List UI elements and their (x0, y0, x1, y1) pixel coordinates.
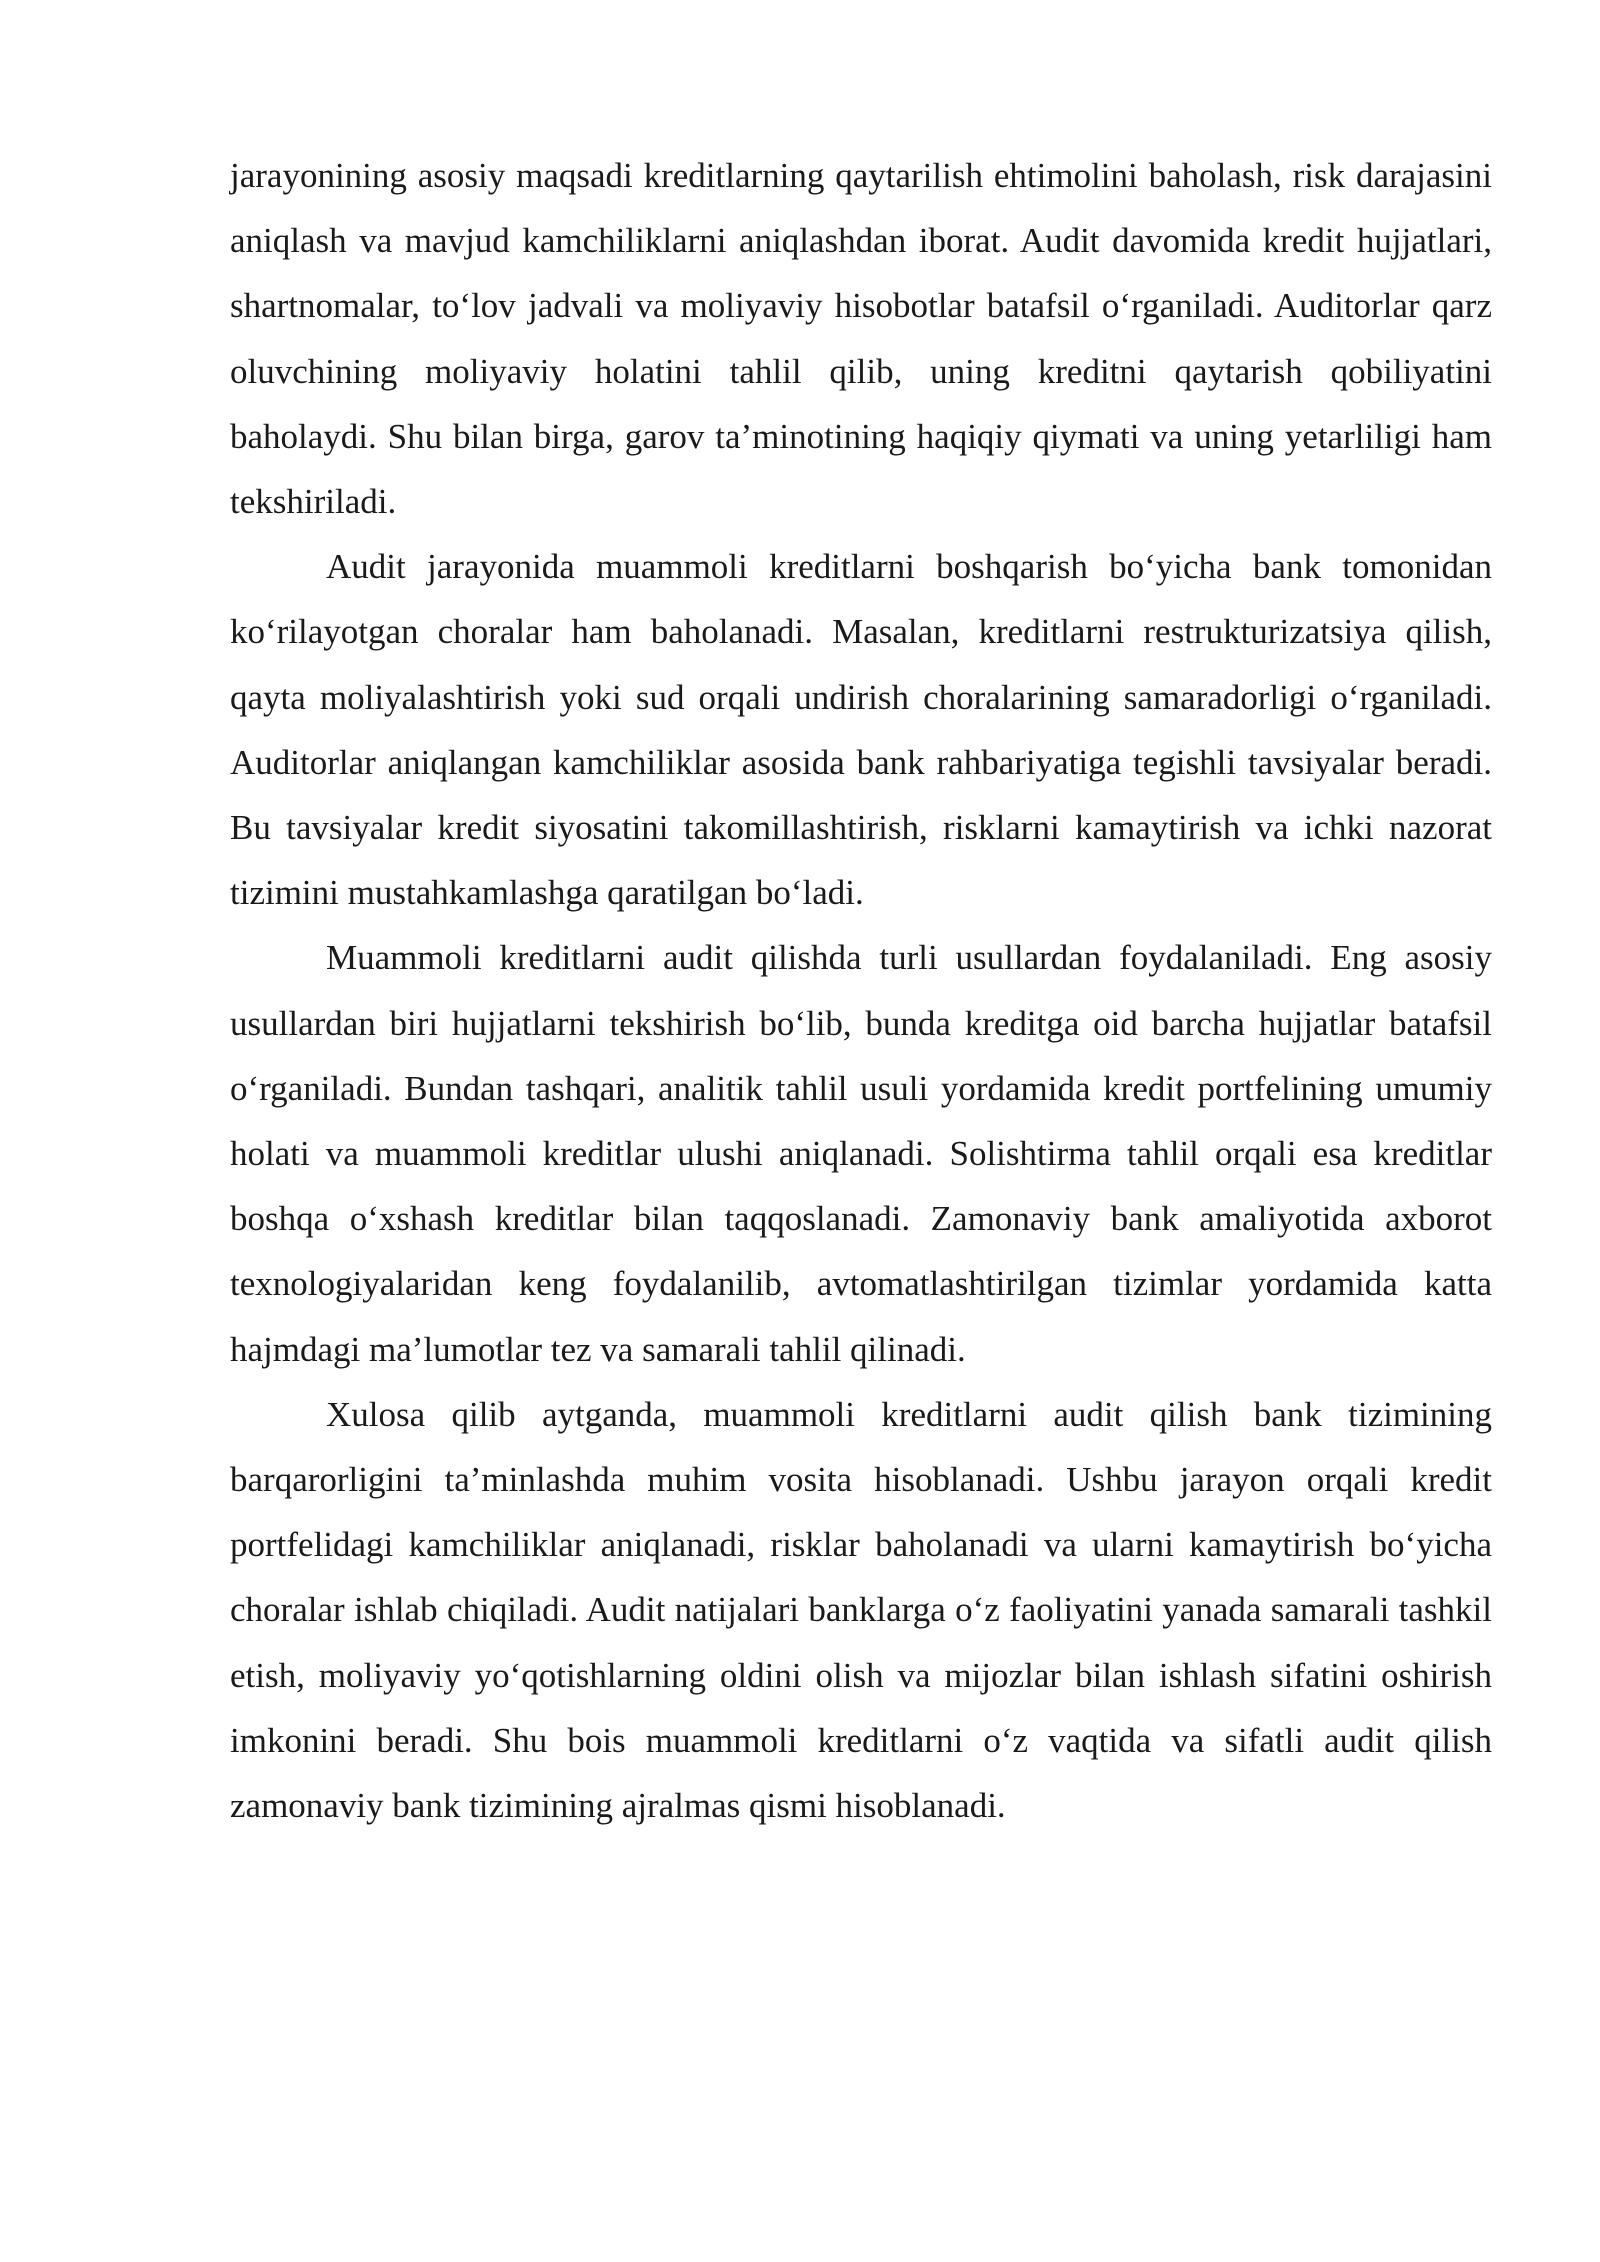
paragraph-audit-methods: Muammoli kreditlarni audit qilishda turli usullardan foydalaniladi. Eng asosiy usullardan biri hujjatlarni tekshirish bo‘lib, bunda kreditga oid barcha hujjatlar batafsil o‘rganiladi. Bundan tashqari, analitik tahlil usuli yordamida kredit portfelining umumiy holati va muammoli kreditlar ulushi aniqlanadi. Solishtirma tahlil orqali esa kreditlar boshqa o‘xshash kreditlar bilan taqqoslanadi. Zamonaviy bank amaliyotida axborot texnologiyalaridan keng foydalanilib, avtomatlashtirilgan tizimlar yordamida katta hajmdagi ma’lumotlar tez va samarali tahlil qilinadi. (230, 938, 1492, 1369)
paragraph-audit-process: Audit jarayonida muammoli kreditlarni boshqarish bo‘yicha bank tomonidan ko‘rilayotgan choralar ham baholanadi. Masalan, kreditlarni restrukturizatsiya qilish, qayta moliyalashtirish yoki sud orqali undirish choralarining samaradorligi o‘rganiladi. Auditorlar aniqlangan kamchiliklar asosida bank rahbariyatiga tegishli tavsiyalar beradi. Bu tavsiyalar kredit siyosatini takomillashtirish, risklarni kamaytirish va ichki nazorat tizimini mustahkamlashga qaratilgan bo‘ladi. (230, 547, 1492, 913)
document-body (230, 143, 1492, 1838)
paragraph-continuation: jarayonining asosiy maqsadi kreditlarning qaytarilish ehtimolini baholash, risk darajasini aniqlash va mavjud kamchiliklarni aniqlashdan iborat. Audit davomida kredit hujjatlari, shartnomalar, to‘lov jadvali va moliyaviy hisobotlar batafsil o‘rganiladi. Auditorlar qarz oluvchining moliyaviy holatini tahlil qilib, uning kreditni qaytarish qobiliyatini baholaydi. Shu bilan birga, garov ta’minotining haqiqiy qiymati va uning yetarliligi ham tekshiriladi. (230, 156, 1492, 522)
paragraph-conclusion: Xulosa qilib aytganda, muammoli kreditlarni audit qilish bank tizimining barqarorligini ta’minlashda muhim vosita hisoblanadi. Ushbu jarayon orqali kredit portfelidagi kamchiliklar aniqlanadi, risklar baholanadi va ularni kamaytirish bo‘yicha choralar ishlab chiqiladi. Audit natijalari banklarga o‘z faoliyatini yanada samarali tashkil etish, moliyaviy yo‘qotishlarning oldini olish va mijozlar bilan ishlash sifatini oshirish imkonini beradi. Shu bois muammoli kreditlarni o‘z vaqtida va sifatli audit qilish zamonaviy bank tizimining ajralmas qismi hisoblanadi. (230, 1394, 1492, 1826)
